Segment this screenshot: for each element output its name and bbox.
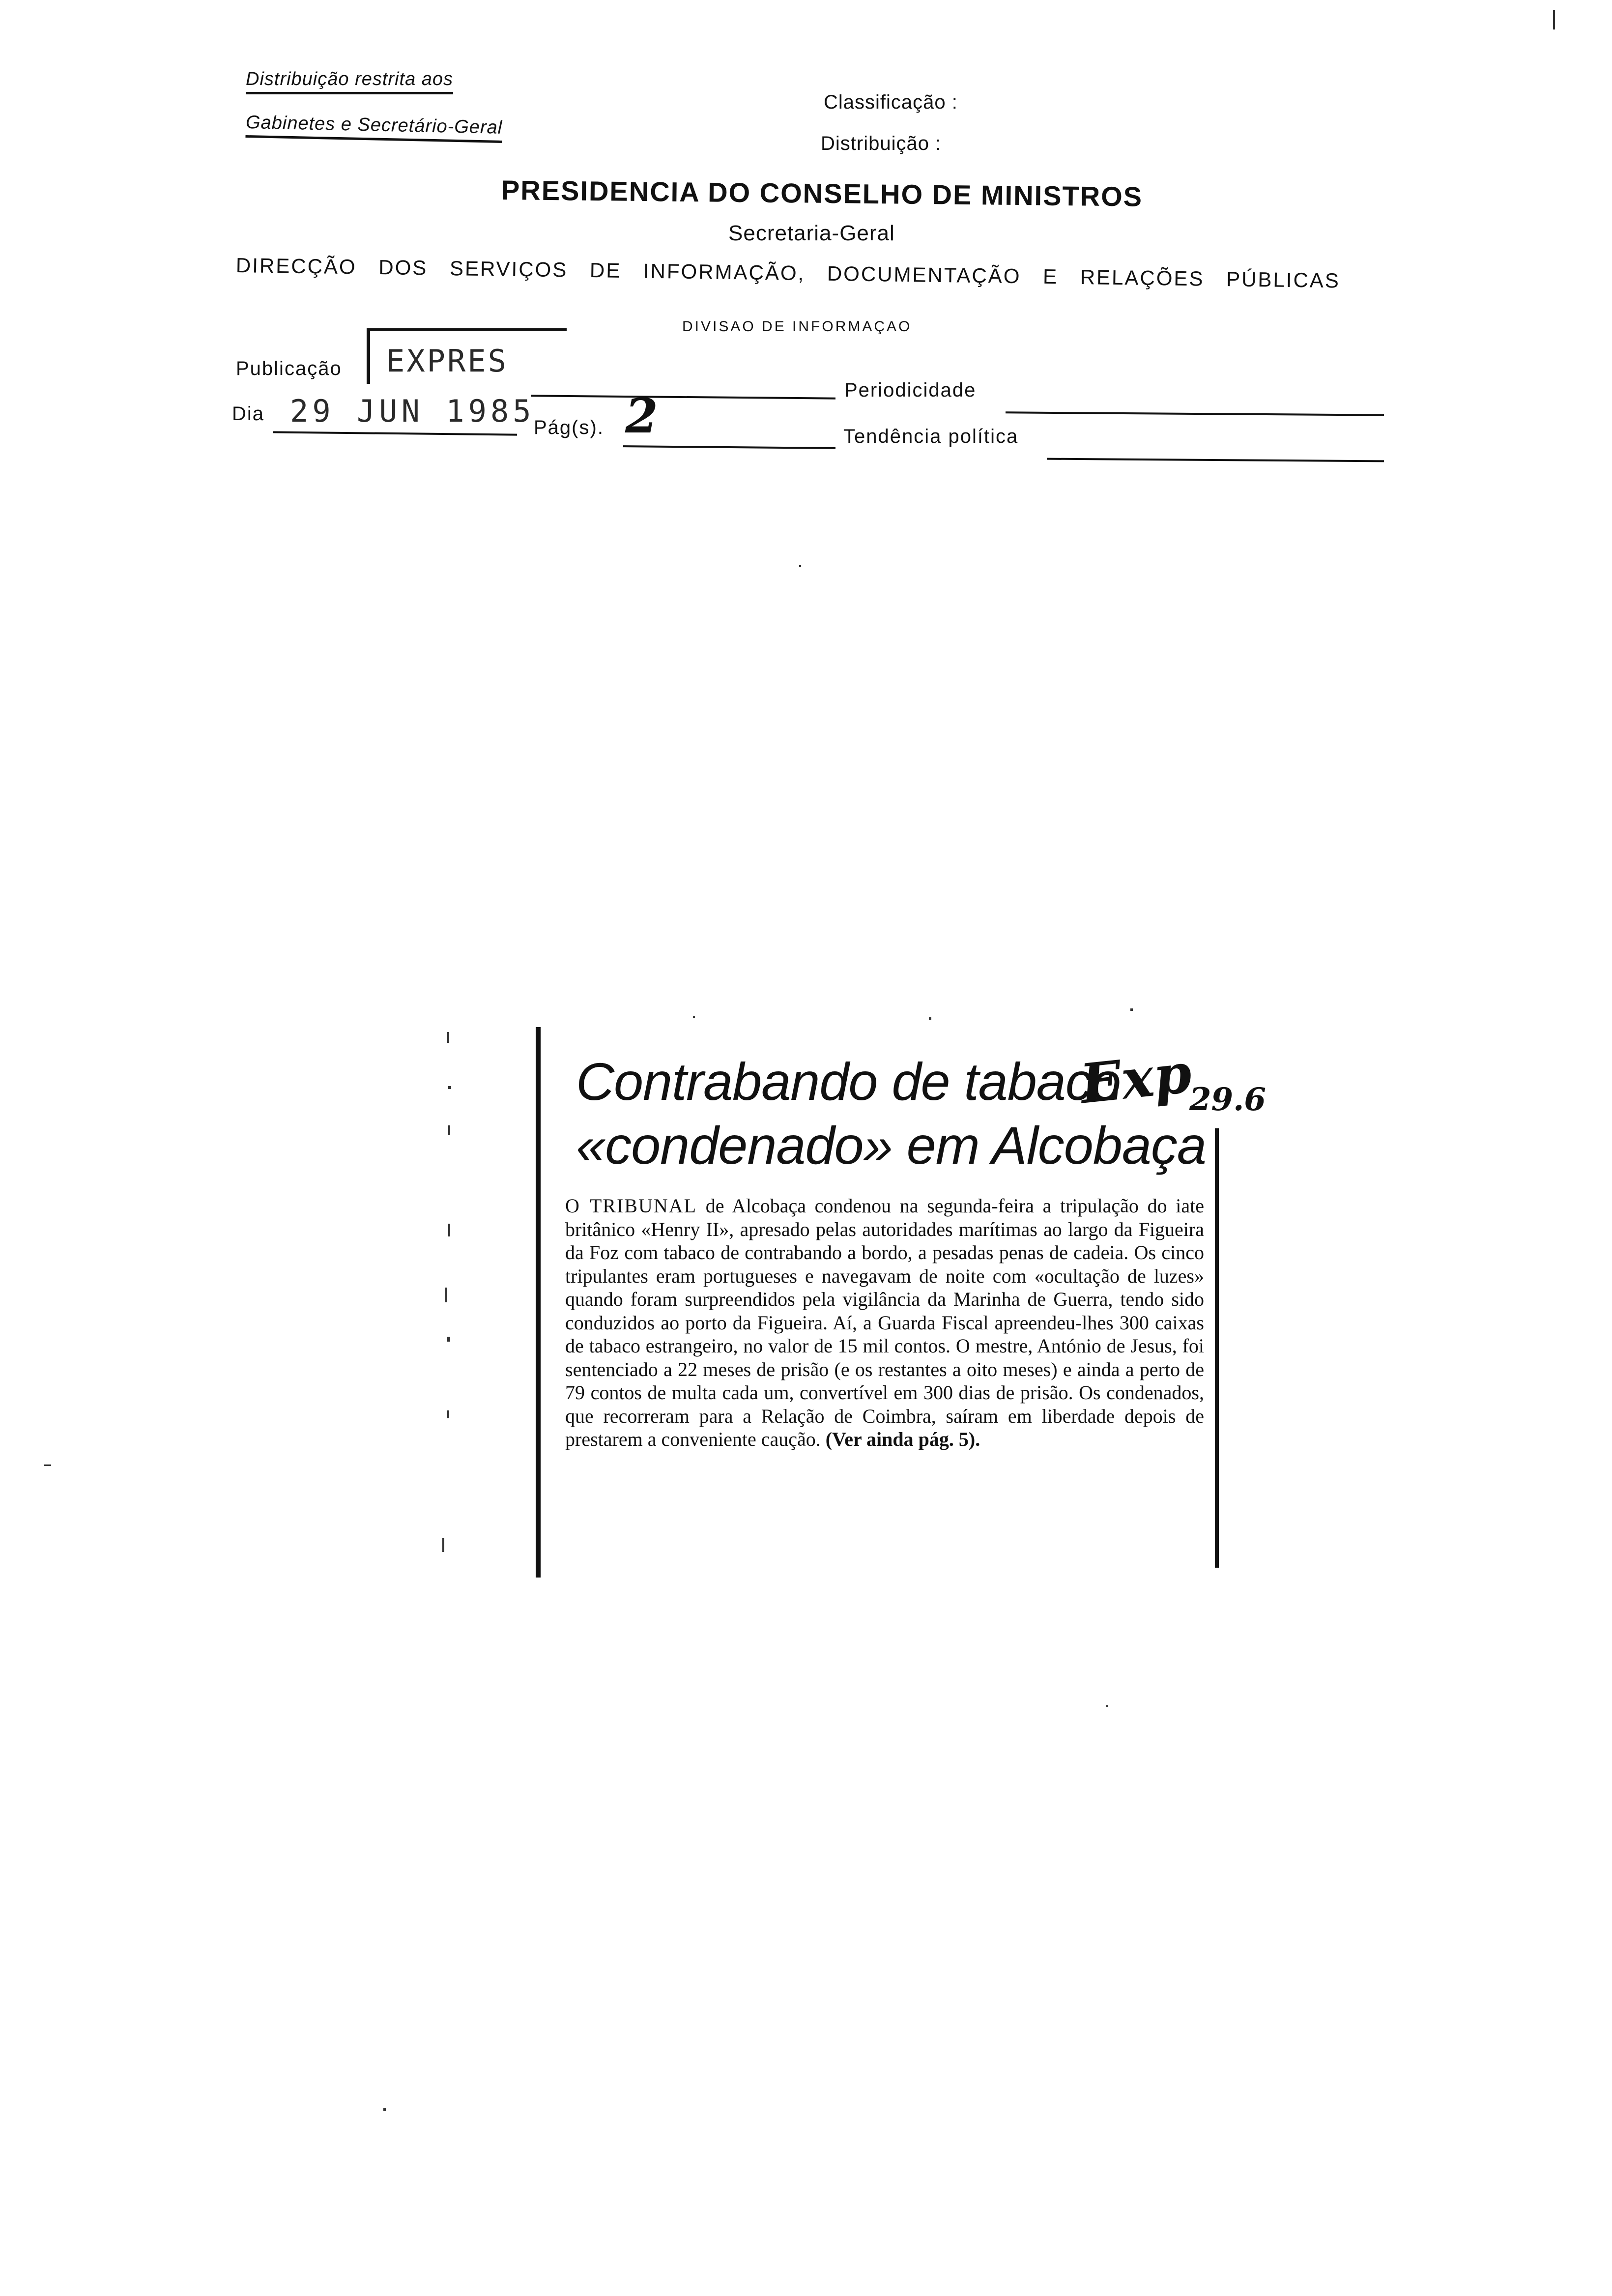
article-text: de Alcobaça condenou na segunda-feira a tripulação do iate britânico «Henry II», apresado pelas autoridades marítimas ao largo da Figueira da Foz com tabaco de contrabando a bordo, a pesadas penas de cadeia. Os cinco tripulantes eram portugueses e navegavam de noite com «ocultação de luzes» quando foram surpreendidos pela vigilância da Marinha de Guerra, tendo sido conduzidos ao porto da Figueira. Aí, a Guarda Fiscal apreendeu-lhes 300 caixas de tabaco estrangeiro, no valor de 15 mil contos. O mestre, António de Jesus, foi sentenciado a 22 meses de prisão (e os restantes a oito meses) e ainda a perto de 79 contos de multa cada um, convertível em 300 dias de prisão. Os condenados, que recorreram para a Relação de Coimbra, saíram em liberdade depois de prestarem a conveniente caução. bbox=[565, 1195, 1204, 1450]
article-page-reference: (Ver ainda pág. 5). bbox=[825, 1428, 980, 1450]
periodicidade-label: Periodicidade bbox=[844, 379, 977, 401]
directorate-line: DIRECÇÃO DOS SERVIÇOS DE INFORMAÇÃO, DOCUMENTAÇÃO E RELAÇÕES PÚBLICAS bbox=[235, 254, 1341, 292]
scan-speck bbox=[693, 1016, 695, 1018]
distribution-note-line-2: Gabinetes e Secretário-Geral bbox=[245, 112, 502, 143]
ministry-title: PRESIDENCIA DO CONSELHO DE MINISTROS bbox=[501, 174, 1143, 212]
distribution-note-line-1: Distribuição restrita aos bbox=[246, 69, 453, 94]
tendencia-label: Tendência política bbox=[843, 426, 1019, 447]
margin-mark bbox=[447, 1410, 449, 1418]
tendencia-underline bbox=[1047, 458, 1384, 462]
scan-speck bbox=[1553, 10, 1555, 29]
margin-mark bbox=[447, 1337, 450, 1342]
pags-label: Pág(s). bbox=[534, 417, 604, 438]
article-body bbox=[565, 1194, 1204, 1451]
margin-mark bbox=[448, 1086, 451, 1089]
dia-label: Dia bbox=[232, 403, 265, 425]
margin-mark bbox=[442, 1538, 444, 1552]
periodicidade-underline bbox=[1006, 411, 1384, 416]
scan-speck bbox=[44, 1464, 51, 1466]
scan-speck bbox=[383, 2108, 386, 2111]
pags-handwritten-value: 2 bbox=[625, 388, 658, 444]
margin-mark bbox=[448, 1224, 450, 1236]
dia-underline bbox=[273, 431, 517, 435]
classificacao-label: Classificação : bbox=[824, 91, 958, 113]
clipping-left-rule bbox=[536, 1027, 541, 1578]
publicacao-label: Publicação bbox=[236, 358, 342, 379]
margin-mark bbox=[448, 1125, 450, 1135]
scan-speck bbox=[1130, 1008, 1133, 1011]
scan-speck bbox=[799, 565, 801, 567]
division-line: DIVISAO DE INFORMAÇAO bbox=[682, 318, 912, 335]
secretaria-subtitle: Secretaria-Geral bbox=[728, 221, 895, 245]
pags-underline bbox=[623, 445, 835, 449]
headline-line-1: Contrabando de tabaco bbox=[576, 1052, 1121, 1111]
margin-mark bbox=[445, 1288, 447, 1302]
scan-speck bbox=[1106, 1705, 1108, 1707]
margin-mark bbox=[447, 1032, 449, 1043]
headline-line-2: «condenado» em Alcobaça bbox=[576, 1116, 1206, 1175]
handwritten-annotation-publication: Exp bbox=[1077, 1041, 1195, 1116]
publicacao-stamp-value: EXPRES bbox=[386, 343, 508, 379]
scan-speck bbox=[929, 1017, 931, 1020]
distribuicao-label: Distribuição : bbox=[821, 133, 942, 154]
handwritten-annotation-date: 29.6 bbox=[1189, 1081, 1266, 1118]
clipping-right-rule bbox=[1215, 1128, 1219, 1568]
dia-stamp-value: 29 JUN 1985 bbox=[290, 393, 535, 429]
publicacao-underline bbox=[531, 395, 835, 399]
article-lead: O TRIBUNAL bbox=[565, 1195, 697, 1217]
